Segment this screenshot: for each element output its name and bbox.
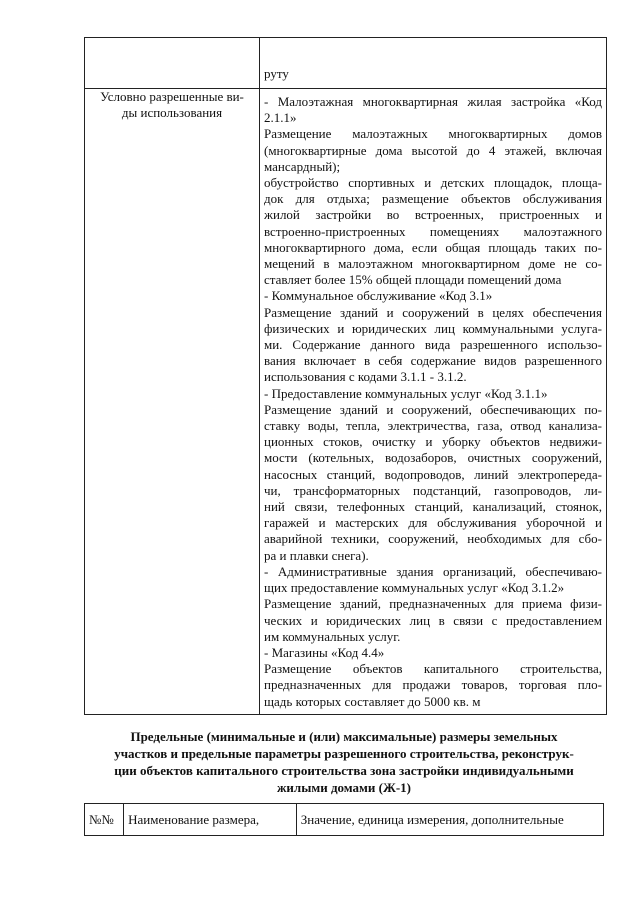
description-line: использования с кодами 3.1.1 - 3.1.2. bbox=[264, 369, 467, 385]
cell-text: руту bbox=[264, 66, 289, 81]
description-line: физических и юридических лиц коммунальными услуга- bbox=[264, 320, 602, 336]
description-line: ческих и юридических лиц в связи с предоставлением bbox=[264, 612, 602, 628]
table-header-row bbox=[85, 804, 604, 836]
description-line: вания включает в себя содержание видов разрешенного bbox=[264, 353, 602, 369]
description-line: Размещение зданий и сооружений, обеспечивающих по- bbox=[264, 401, 602, 417]
description-line: чи, трансформаторных подстанций, газопроводов, ли- bbox=[264, 482, 602, 498]
column-header-name: Наименование размера, bbox=[124, 804, 297, 836]
description-line: жилой застройки во встроенных, пристроенных и bbox=[264, 207, 602, 223]
description-line: док для отдыха; размещение объектов обслуживания bbox=[264, 191, 602, 207]
parameters-table bbox=[84, 803, 604, 836]
description-line: - Административные здания организаций, обеспечиваю- bbox=[264, 563, 602, 579]
description-line: гаражей и мастерских для обслуживания уборочной и bbox=[264, 515, 602, 531]
description-line: ставку воды, тепла, электричества, газа, отвод канализа- bbox=[264, 418, 602, 434]
use-category-label-line: ды использования bbox=[121, 105, 223, 120]
description-line: - Малоэтажная многоквартирная жилая застройка «Код bbox=[264, 94, 602, 109]
description-line: ра и плавки снега). bbox=[264, 547, 369, 563]
table-row bbox=[85, 89, 607, 715]
table-cell bbox=[260, 38, 607, 89]
description-line: ний связи, телефонных станций, канализаций, стоянок, bbox=[264, 499, 602, 515]
description-line: аварийной техники, сооружений, необходимых для сбо- bbox=[264, 531, 602, 547]
description-line: мещений в малоэтажном многоквартирном доме не со- bbox=[264, 256, 602, 272]
description-line: - Предоставление коммунальных услуг «Код 3.1.1» bbox=[264, 385, 548, 401]
description-line: обустройство спортивных и детских площадок, площа- bbox=[264, 175, 602, 191]
column-header-number: №№ bbox=[85, 804, 124, 836]
description-line: предназначенных для продажи товаров, торговая пло- bbox=[264, 677, 602, 693]
description-line: многоквартирного дома, если общая площадь таких по- bbox=[264, 239, 602, 255]
use-description-cell bbox=[260, 89, 607, 715]
description-line: (многоквартирные дома высотой до 4 этажей, включая bbox=[264, 142, 602, 158]
description-line: щих предоставление коммунальных услуг «Код 3.1.2» bbox=[264, 580, 565, 596]
use-description bbox=[260, 89, 606, 714]
description-line: 2.1.1» bbox=[264, 110, 297, 126]
description-line: ставляет более 15% общей площади помещений дома bbox=[264, 272, 562, 288]
description-line: насосных станций, водопроводов, линий электропереда- bbox=[264, 466, 602, 482]
table-row bbox=[85, 38, 607, 89]
description-line: ми. Содержание данного вида разрешенного использо- bbox=[264, 337, 602, 353]
heading-line: участков и предельные параметры разрешенного строительства, реконструк- bbox=[114, 746, 574, 761]
section-heading bbox=[84, 728, 604, 796]
description-line: Размещение малоэтажных многоквартирных домов bbox=[264, 126, 602, 142]
description-line: - Коммунальное обслуживание «Код 3.1» bbox=[264, 288, 493, 304]
description-line: Размещение зданий и сооружений в целях обеспечения bbox=[264, 304, 602, 320]
description-line: Размещение зданий, предназначенных для приема физи- bbox=[264, 596, 602, 612]
description-line: ционных стоков, очистку и уборку объектов недвижи- bbox=[264, 434, 602, 450]
permitted-use-table bbox=[84, 37, 607, 715]
use-category-cell bbox=[85, 89, 260, 715]
description-line: мансардный); bbox=[264, 158, 341, 174]
description-line: - Магазины «Код 4.4» bbox=[264, 644, 385, 660]
table-cell-empty bbox=[85, 38, 260, 89]
description-line: им коммунальных услуг. bbox=[264, 628, 401, 644]
use-category-label-line: Условно разрешенные ви- bbox=[100, 89, 244, 104]
heading-line: жилыми домами (Ж-1) bbox=[277, 780, 411, 795]
heading-line: Предельные (минимальные и (или) максимальные) размеры земельных bbox=[130, 729, 558, 744]
description-line: встроенно-пристроенных помещениях малоэтажного bbox=[264, 223, 602, 239]
column-header-value: Значение, единица измерения, дополнительные bbox=[296, 804, 603, 836]
description-line: Размещение объектов капитального строительства, bbox=[264, 661, 602, 677]
heading-line: ции объектов капитального строительства зона застройки индивидуальными bbox=[114, 763, 574, 778]
description-line: щадь которых составляет до 5000 кв. м bbox=[264, 693, 481, 709]
description-line: мости (котельных, водозаборов, очистных сооружений, bbox=[264, 450, 602, 466]
